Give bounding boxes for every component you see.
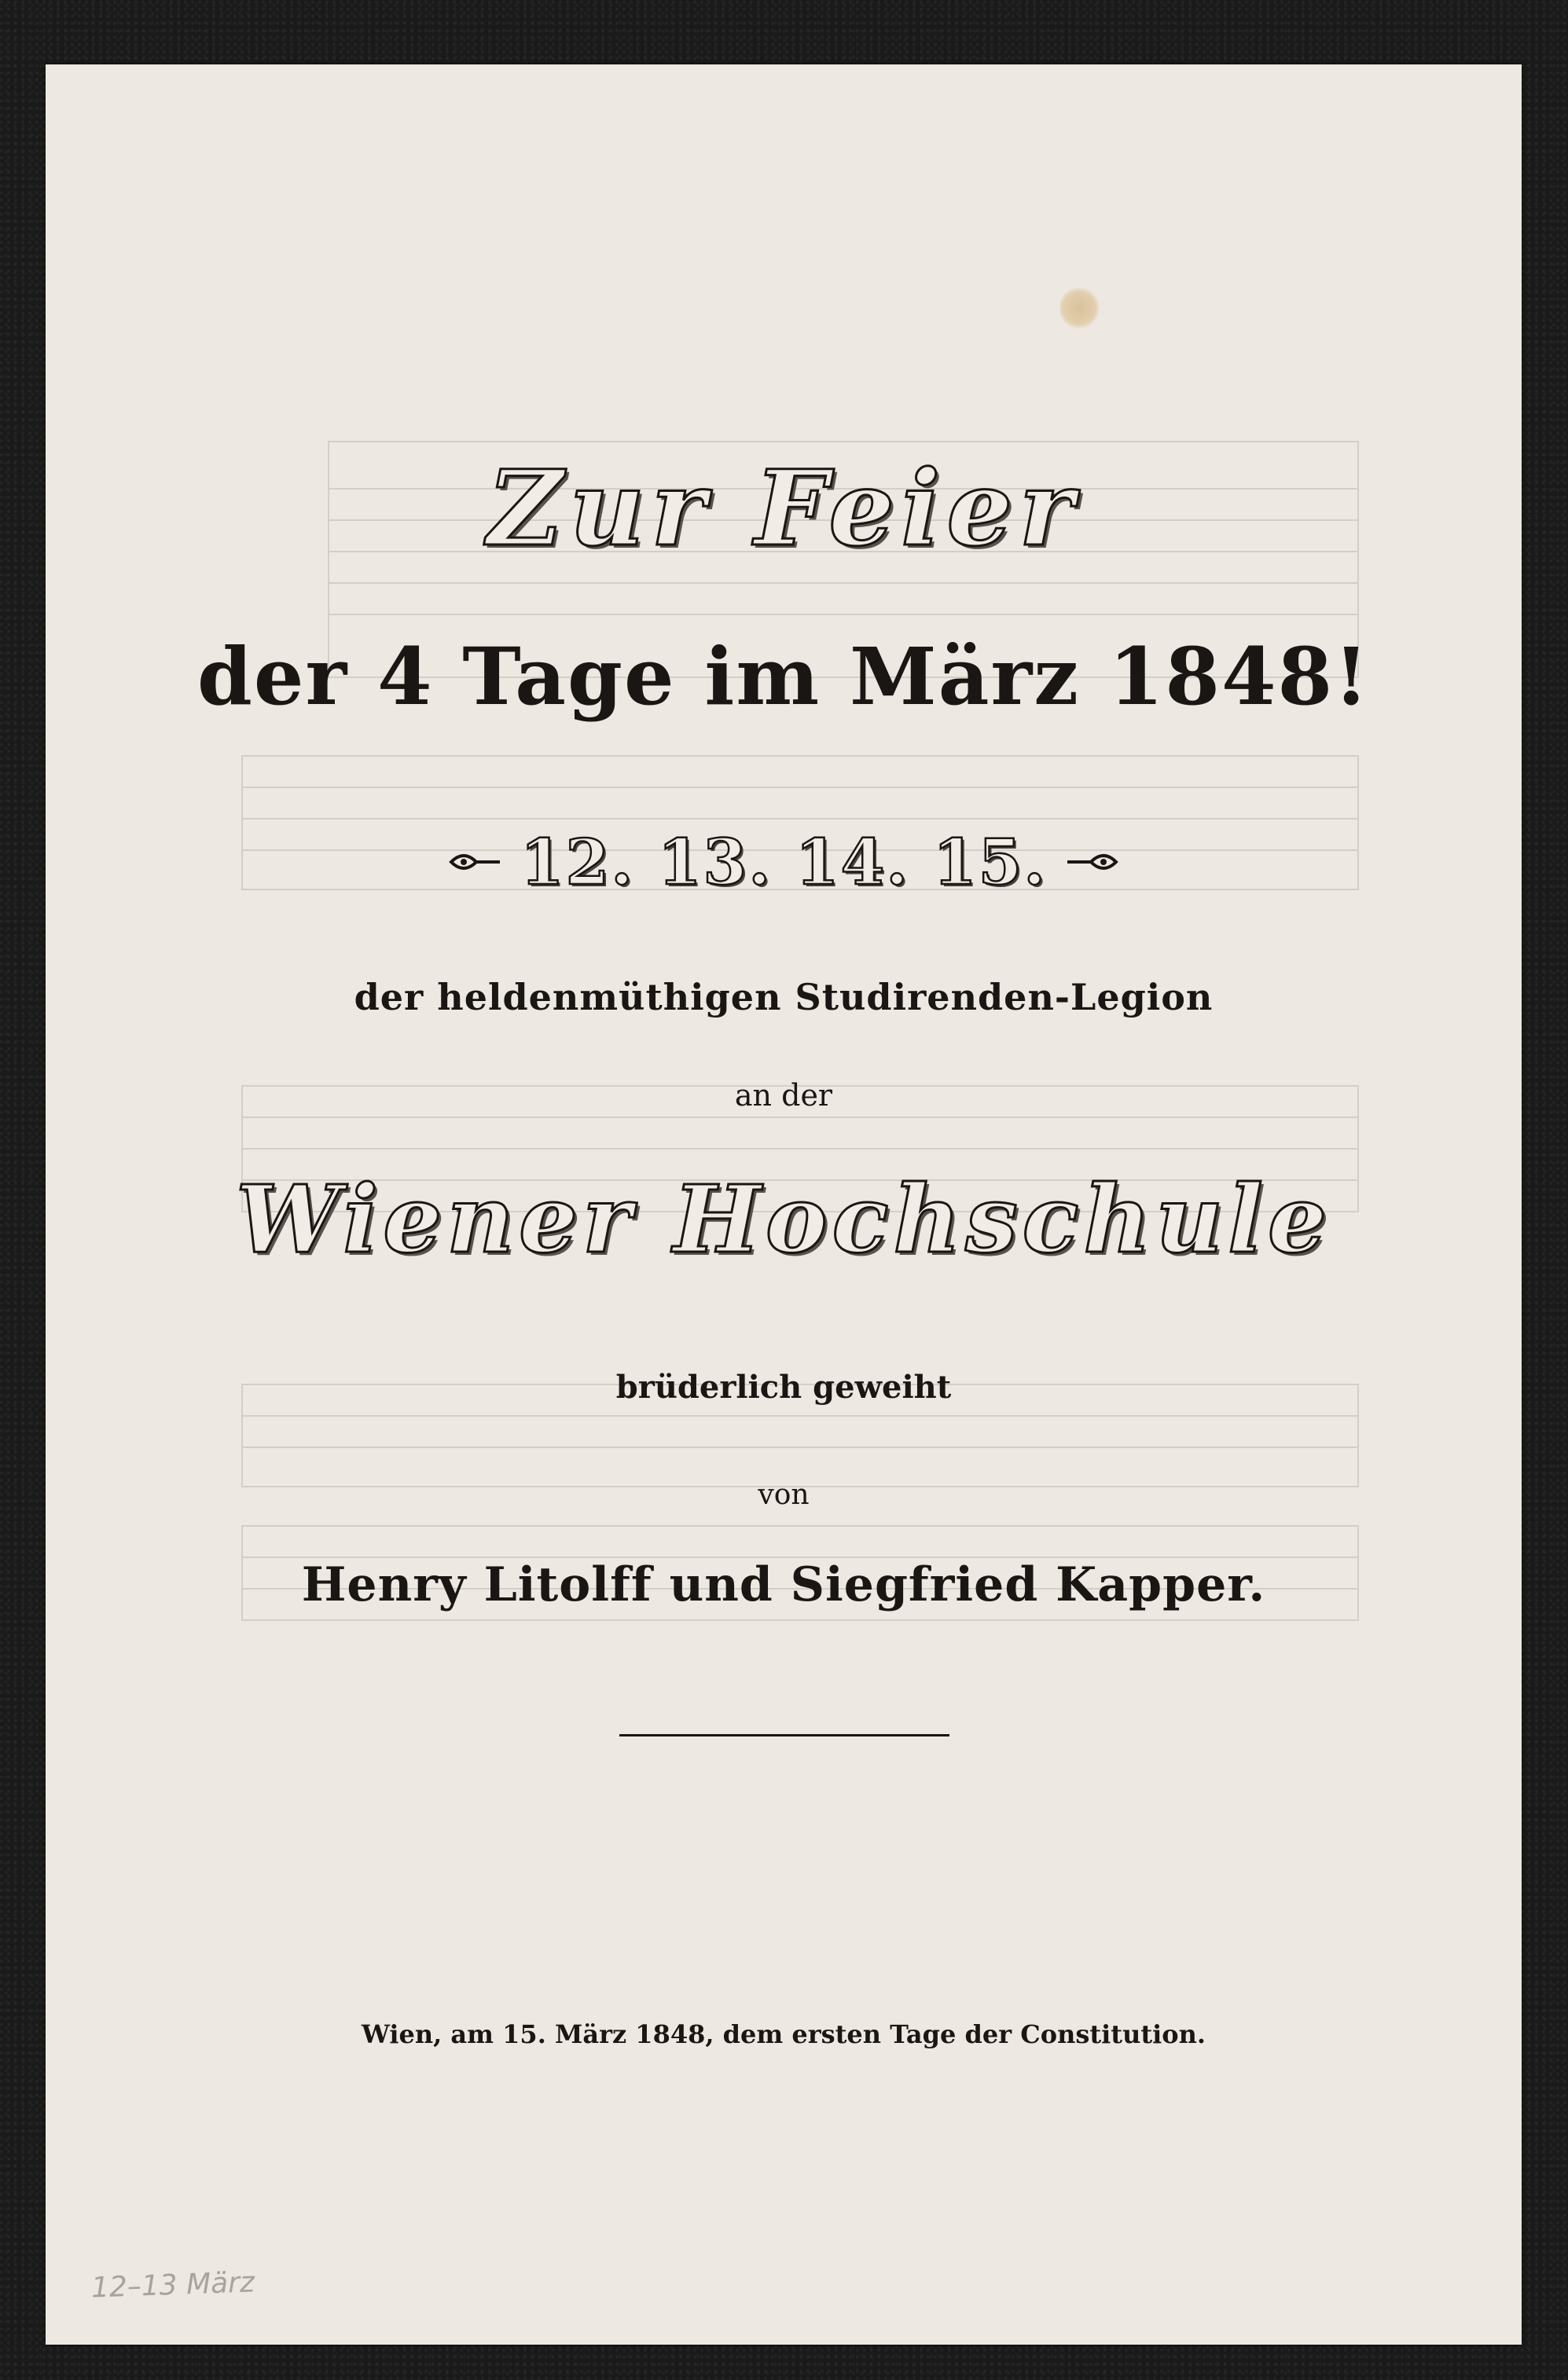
- divider-rule: [619, 1734, 949, 1736]
- title-line-2: der 4 Tage im März 1848!: [196, 630, 1371, 723]
- title-line-1: Zur Feier: [487, 448, 1080, 570]
- dates: 12. 13. 14. 15.: [520, 825, 1048, 899]
- by-label: von: [758, 1479, 810, 1511]
- footer-imprint: Wien, am 15. März 1848, dem ersten Tage der Constitution.: [361, 2019, 1206, 2049]
- pencil-annotation: 12–13 März: [90, 2266, 255, 2305]
- subtitle-line-2: an der: [734, 1078, 833, 1113]
- authors: Henry Litolff und Siegfried Kapper.: [301, 1557, 1266, 1612]
- paper-stain: [1059, 286, 1099, 330]
- dates-row: [46, 825, 1522, 899]
- ornament-right-icon: [1064, 846, 1119, 878]
- dedication: brüderlich geweiht: [615, 1369, 952, 1406]
- document-page: [46, 64, 1522, 2345]
- ornament-left-icon: [448, 846, 503, 878]
- subtitle-line-1: der heldenmüthigen Studirenden-Legion: [354, 976, 1214, 1018]
- institution-title: Wiener Hochschule: [235, 1164, 1332, 1274]
